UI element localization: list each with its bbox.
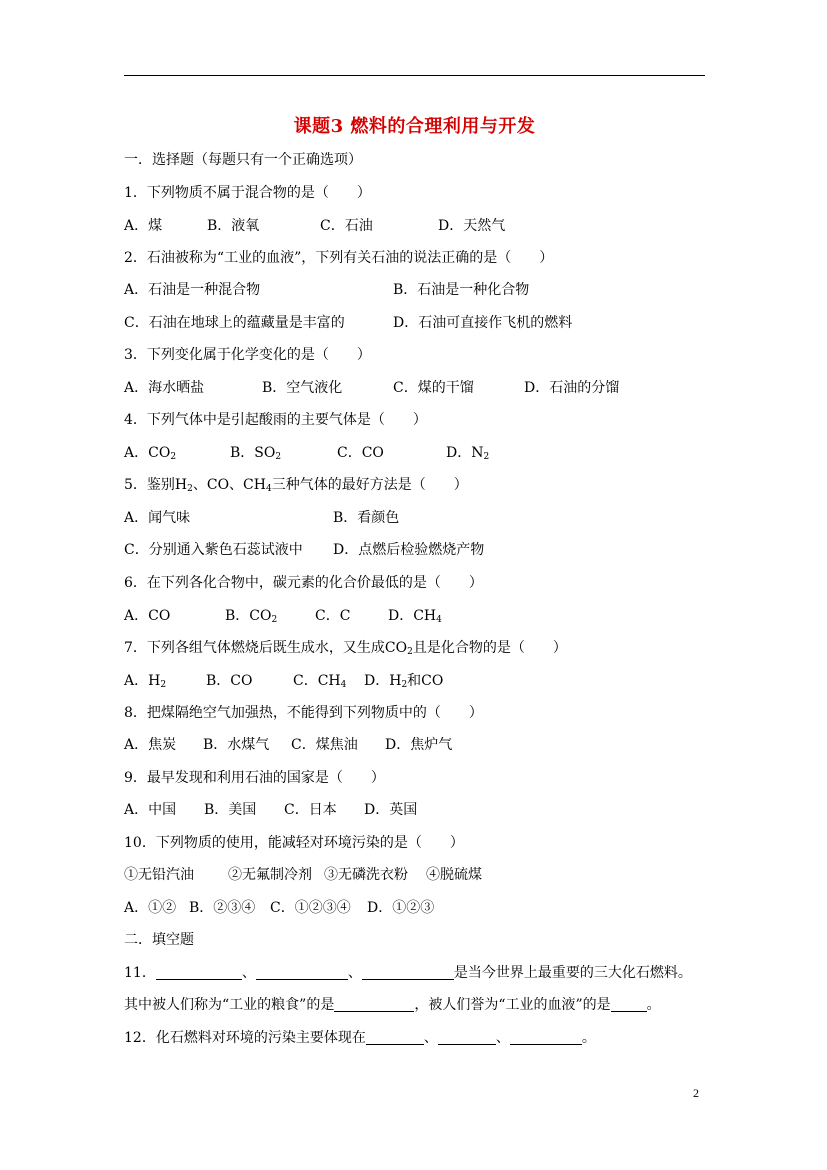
option-a: A．CO <box>124 608 171 624</box>
option-a: A．焦炭 <box>124 737 177 753</box>
question-5: 5．鉴别$H_2$、CO、$CH_4$三种气体的最好方法是（ ） <box>124 477 468 494</box>
option-d: D．石油可直接作飞机的燃料 <box>393 315 573 331</box>
option-d: D．①②③ <box>367 900 435 916</box>
answer-blank[interactable] <box>256 965 348 980</box>
answer-blank[interactable] <box>366 1030 424 1045</box>
question-1: 1．下列物质不属于混合物的是（ ） <box>124 185 371 201</box>
option-a: A．$H_2$ <box>124 673 167 690</box>
option-b: B．美国 <box>204 802 257 818</box>
option-c: C．煤的干馏 <box>393 380 474 396</box>
question-4: 4．下列气体中是引起酸雨的主要气体是（ ） <box>124 412 427 428</box>
option-c: C．$CH_4$ <box>293 673 347 690</box>
option-c: C．石油 <box>320 218 373 234</box>
option-b: B．$SO_2$ <box>230 445 282 462</box>
question-11: 11． 、 、 是当今世界上最重要的三大化石燃料。 <box>124 965 692 981</box>
answer-blank[interactable] <box>510 1030 582 1045</box>
list-item: ③无磷洗衣粉 <box>324 867 408 883</box>
option-b: B．空气液化 <box>262 380 343 396</box>
answer-blank[interactable] <box>334 997 414 1012</box>
option-c: C．日本 <box>284 802 337 818</box>
option-d: D．天然气 <box>438 218 506 234</box>
answer-blank[interactable] <box>362 965 454 980</box>
option-c: C．CO <box>337 445 384 461</box>
option-c: C．煤焦油 <box>291 737 358 753</box>
question-2: 2．石油被称为“工业的血液”，下列有关石油的说法正确的是（ ） <box>124 250 554 266</box>
list-item: ②无氟制冷剂 <box>228 867 312 883</box>
option-a: A．①② <box>124 900 177 916</box>
answer-blank[interactable] <box>611 997 647 1012</box>
question-11-line-2: 其中被人们称为“工业的粮食”的是 ，被人们誉为“工业的血液”的是 。 <box>124 997 661 1013</box>
question-7: 7．下列各组气体燃烧后既生成水，又生成$CO_2$且是化合物的是（ ） <box>124 640 567 657</box>
option-a: A．海水晒盐 <box>124 380 205 396</box>
option-d: D．石油的分馏 <box>524 380 620 396</box>
list-item: ④脱硫煤 <box>426 867 482 883</box>
option-d: D．英国 <box>364 802 418 818</box>
question-9: 9．最早发现和利用石油的国家是（ ） <box>124 770 385 786</box>
option-a: A．闻气味 <box>124 510 191 526</box>
answer-blank[interactable] <box>156 965 242 980</box>
option-b: B．石油是一种化合物 <box>393 282 530 298</box>
question-10: 10．下列物质的使用，能减轻对环境污染的是（ ） <box>124 835 464 851</box>
option-b: B．看颜色 <box>333 510 400 526</box>
option-c: C．C <box>315 608 351 624</box>
list-item: ①无铅汽油 <box>124 867 194 883</box>
question-6: 6．在下列各化合物中，碳元素的化合价最低的是（ ） <box>124 575 483 591</box>
question-3: 3．下列变化属于化学变化的是（ ） <box>124 347 371 363</box>
option-b: B．②③④ <box>189 900 256 916</box>
option-c: C．石油在地球上的蕴藏量是丰富的 <box>124 315 345 331</box>
option-d: D．$N_2$ <box>446 445 490 462</box>
option-b: B．水煤气 <box>203 737 270 753</box>
section-fill-heading: 二．填空题 <box>124 932 194 948</box>
page-number: 2 <box>693 1086 699 1100</box>
option-d: D．焦炉气 <box>385 737 453 753</box>
question-12: 12．化石燃料对环境的污染主要体现在 、 、 。 <box>124 1030 596 1046</box>
option-b: B．液氧 <box>207 218 260 234</box>
header-rule <box>124 75 705 76</box>
option-a: A．煤 <box>124 218 163 234</box>
option-c: C．①②③④ <box>270 900 351 916</box>
option-a: A．石油是一种混合物 <box>124 282 261 298</box>
option-d: D．$H_2$和CO <box>364 673 444 690</box>
question-8: 8．把煤隔绝空气加强热，不能得到下列物质中的（ ） <box>124 705 483 721</box>
section-choice-heading: 一．选择题（每题只有一个正确选项） <box>124 152 362 168</box>
option-a: A．中国 <box>124 802 177 818</box>
option-d: D．点燃后检验燃烧产物 <box>333 542 485 558</box>
answer-blank[interactable] <box>438 1030 496 1045</box>
option-a: A．$CO_2$ <box>124 445 177 462</box>
option-b: B．$CO_2$ <box>225 608 278 625</box>
option-c: C．分别通入紫色石蕊试液中 <box>124 542 303 558</box>
option-d: D．$CH_4$ <box>388 608 442 625</box>
page-title: 课题3 燃料的合理利用与开发 <box>293 116 536 137</box>
option-b: B．CO <box>206 673 253 689</box>
